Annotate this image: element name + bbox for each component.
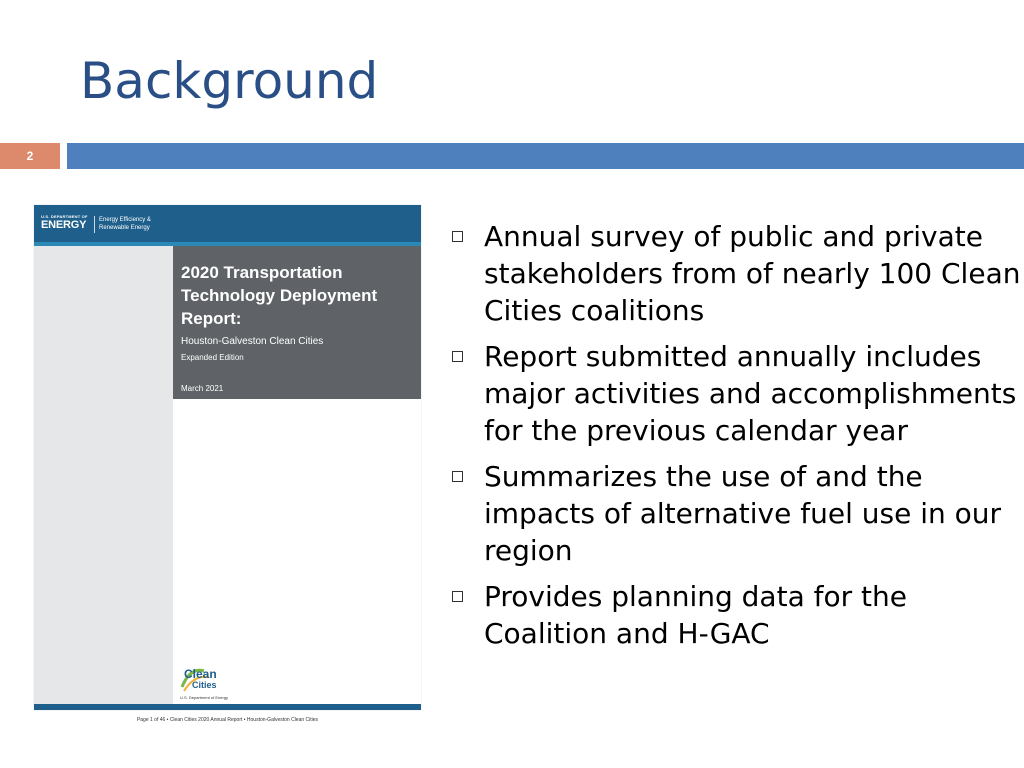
logo-doe-text: U.S. Department of Energy [180, 695, 229, 700]
bullet-item [452, 218, 1022, 329]
slide-number: 2 [0, 143, 60, 169]
report-date: March 2021 [181, 384, 224, 393]
logo-clean-text: Clean [184, 667, 217, 681]
logo-cities-text: Cities [192, 680, 217, 690]
bullet-item [452, 578, 1022, 652]
bullet-text: Summarizes the use of and the impacts of alternative fuel use in our region [484, 460, 1002, 567]
title-underline-bar [67, 143, 1024, 169]
eere-text: Energy Efficiency & Renewable Energy [99, 217, 151, 231]
bullet-item [452, 458, 1022, 569]
bullet-text: Provides planning data for the Coalition and H-GAC [484, 580, 907, 650]
report-header-bar [34, 205, 421, 246]
report-bottom-bar [34, 704, 421, 710]
square-bullet-icon [452, 231, 463, 242]
report-title-block [173, 246, 421, 399]
bullet-text: Report submitted annually includes major activities and accomplishments for the previous calendar year [484, 340, 1017, 447]
doe-divider [94, 216, 95, 233]
report-title: 2020 Transportation Technology Deployment Report: [181, 263, 378, 328]
bullet-item [452, 338, 1022, 449]
slide-title: Background [80, 52, 379, 110]
doe-logo-text: ENERGY [41, 219, 87, 231]
doe-small-text: U.S. DEPARTMENT OF [41, 214, 88, 219]
square-bullet-icon [452, 351, 463, 362]
report-footer: Page 1 of 46 • Clean Cities 2020 Annual Report • Houston-Galveston Clean Cities [136, 717, 319, 723]
square-bullet-icon [452, 591, 463, 602]
report-cover-image [34, 205, 421, 710]
bullet-text: Annual survey of public and private stakeholders from of nearly 100 Clean Cities coalitions [484, 220, 1021, 327]
clean-cities-logo [180, 665, 240, 701]
square-bullet-icon [452, 471, 463, 482]
report-subtitle: Houston-Galveston Clean Cities [181, 336, 324, 347]
report-edition: Expanded Edition [181, 353, 244, 362]
bullet-list [452, 218, 1022, 661]
report-left-strip [34, 246, 173, 704]
